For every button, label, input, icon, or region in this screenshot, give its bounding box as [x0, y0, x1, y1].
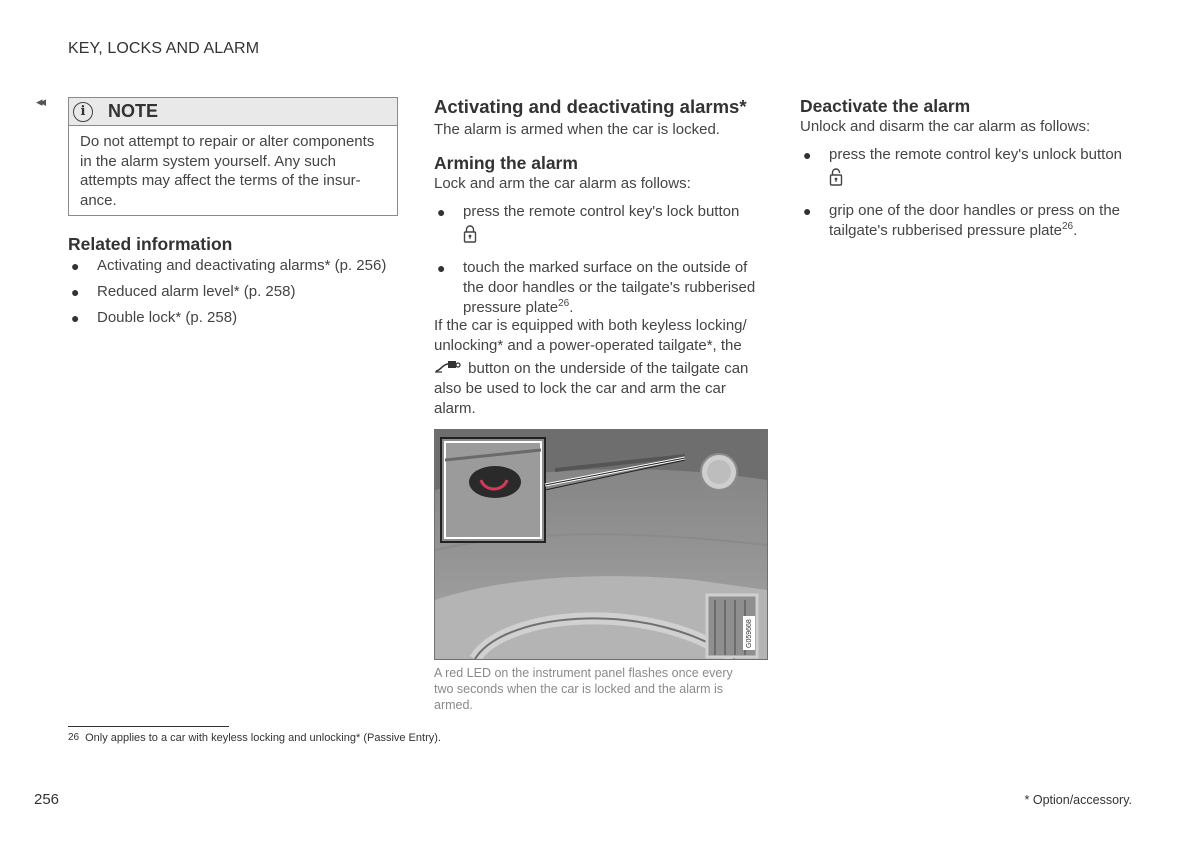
related-info-list: [68, 256, 408, 328]
list-item: [68, 256, 408, 276]
list-item: [800, 145, 1140, 193]
note-line: attempts may affect the terms of the insur-: [80, 172, 361, 189]
dashboard-led-illustration: [434, 429, 768, 660]
note-line: ance.: [80, 191, 117, 209]
previous-page-marker: ◂◂: [36, 94, 44, 109]
deactivate-step-line: grip one of the door handles or press on the: [829, 202, 1121, 219]
caption-line: two seconds when the car is locked and the alarm is: [434, 682, 724, 696]
list-item: [68, 308, 408, 328]
note-line: Do not attempt to repair or alter components: [80, 133, 375, 150]
period: .: [569, 299, 574, 316]
related-link-double-lock[interactable]: Double lock* (p. 258): [97, 309, 238, 326]
list-item: [800, 201, 1140, 241]
page-number: 256: [34, 791, 60, 808]
paragraph-line: also be used to lock the car and arm the car: [434, 380, 726, 397]
related-link-reduced-level[interactable]: Reduced alarm level* (p. 258): [97, 283, 296, 300]
deactivate-step-line: tailgate's rubberised pressure plate: [829, 222, 1062, 239]
arming-intro: Lock and arm the car alarm as follows:: [434, 175, 691, 192]
footnote-divider: [68, 726, 229, 727]
bullet-icon: ●: [71, 258, 80, 274]
info-icon: i: [73, 102, 93, 122]
note-text: [69, 126, 397, 210]
section-header: KEY, LOCKS AND ALARM: [68, 40, 260, 57]
activating-intro: The alarm is armed when the car is locked.: [434, 121, 720, 138]
related-info-heading: Related information: [68, 234, 233, 254]
dashboard-illustration-graphic: [435, 430, 767, 659]
bullet-icon: ●: [803, 147, 812, 163]
list-item: [434, 202, 774, 250]
unlock-icon: [829, 167, 843, 187]
image-code: G059668: [746, 619, 753, 648]
bullet-icon: ●: [71, 310, 80, 326]
deactivate-step-unlock-button: press the remote control key's unlock button: [829, 146, 1123, 163]
note-line: in the alarm system yourself. Any such: [80, 152, 336, 170]
arming-step-line: the door handles or the tailgate's rubberised: [463, 279, 756, 296]
arming-heading: Arming the alarm: [434, 153, 578, 173]
figure-caption: [434, 665, 764, 713]
arming-steps: [434, 202, 774, 318]
paragraph-line: button on the underside of the tailgate can: [464, 360, 749, 377]
note-title: NOTE: [108, 101, 159, 121]
tailgate-lock-icon: [434, 360, 464, 374]
note-box: [68, 97, 398, 216]
arming-step-line: touch the marked surface on the outside of: [463, 259, 748, 276]
related-link-activating[interactable]: Activating and deactivating alarms* (p. 256): [97, 257, 387, 274]
option-accessory-note: * Option/accessory.: [1024, 793, 1132, 807]
tailgate-paragraph: [434, 316, 774, 419]
lock-icon: [463, 224, 477, 244]
deactivate-intro: Unlock and disarm the car alarm as follows:: [800, 118, 1091, 135]
bullet-icon: ●: [437, 204, 446, 220]
caption-line: A red LED on the instrument panel flashes once every: [434, 666, 733, 680]
footnote: [68, 732, 441, 744]
page-title: Activating and deactivating alarms*: [434, 96, 747, 117]
arming-step-line: pressure plate: [463, 299, 559, 316]
paragraph-line: alarm.: [434, 400, 476, 417]
paragraph-line: If the car is equipped with both keyless locking/: [434, 317, 747, 334]
arming-step-lock-button: press the remote control key's lock button: [463, 203, 740, 220]
paragraph-line: unlocking* and a power-operated tailgate*, the: [434, 337, 742, 354]
footnote-ref[interactable]: 26: [1062, 221, 1074, 232]
deactivate-heading: Deactivate the alarm: [800, 96, 971, 116]
list-item: [434, 258, 774, 318]
footnote-ref[interactable]: 26: [558, 298, 570, 309]
bullet-icon: ●: [437, 260, 446, 276]
footnote-text: Only applies to a car with keyless locking and unlocking* (Passive Entry).: [85, 732, 441, 744]
period: .: [1073, 222, 1078, 239]
footnote-number: 26: [68, 732, 80, 743]
note-header: [69, 98, 397, 126]
bullet-icon: ●: [71, 284, 80, 300]
bullet-icon: ●: [803, 203, 812, 219]
caption-line: armed.: [434, 698, 473, 712]
deactivate-steps: [800, 145, 1140, 241]
list-item: [68, 282, 408, 302]
